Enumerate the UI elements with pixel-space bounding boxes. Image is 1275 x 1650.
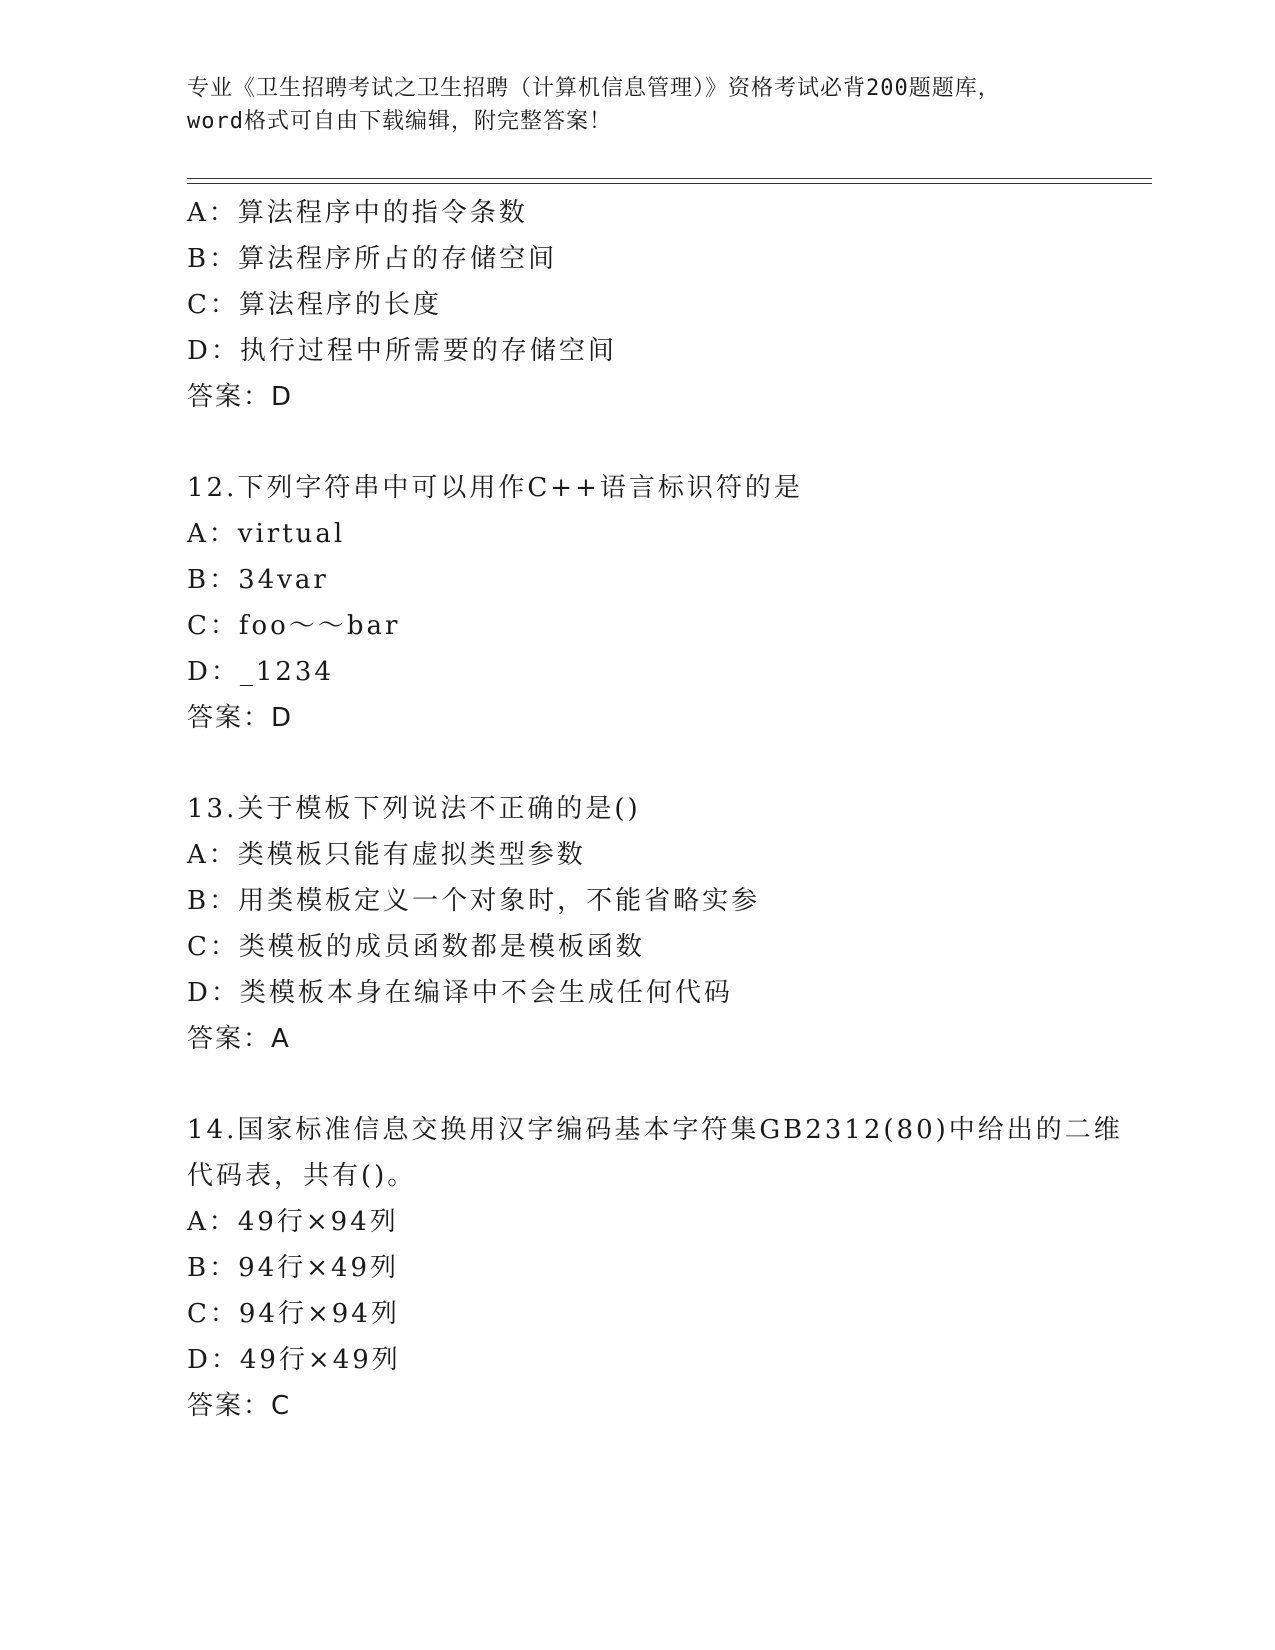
option-d: D：49行×49列: [187, 1345, 401, 1375]
option-a: A：virtual: [187, 519, 346, 549]
option-c: C：类模板的成员函数都是模板函数: [187, 932, 645, 962]
question-13: [187, 786, 1087, 1062]
option-a: A：49行×94列: [187, 1207, 399, 1237]
answer: 答案：D: [187, 703, 294, 733]
question-stem: 12.下列字符串中可以用作C++语言标识符的是: [187, 473, 803, 503]
answer: 答案：C: [187, 1391, 292, 1421]
option-a: A：类模板只能有虚拟类型参数: [187, 840, 586, 870]
document-header: [187, 72, 1087, 138]
answer: 答案：D: [187, 382, 294, 412]
spacer: [187, 741, 1087, 786]
question-stem: 13.关于模板下列说法不正确的是(): [187, 794, 641, 824]
header-divider-bottom: [187, 183, 1152, 184]
question-14: [187, 1107, 1123, 1429]
header-line-1: 专业《卫生招聘考试之卫生招聘（计算机信息管理）》资格考试必背200题题库，: [187, 76, 1001, 101]
header-line-2: word格式可自由下载编辑，附完整答案！: [187, 109, 612, 134]
option-b: B：94行×49列: [187, 1253, 400, 1283]
option-b: B：34var: [187, 565, 329, 595]
answer: 答案：A: [187, 1024, 291, 1054]
option-b: B：算法程序所占的存储空间: [187, 244, 558, 274]
option-d: D：类模板本身在编译中不会生成任何代码: [187, 978, 733, 1008]
question-stem-line-1: 14.国家标准信息交换用汉字编码基本字符集GB2312(80)中给出的二维: [187, 1115, 1123, 1145]
option-d: D：执行过程中所需要的存储空间: [187, 336, 617, 366]
option-c: C：foo～～bar: [187, 611, 401, 641]
question-list: [187, 190, 1123, 1429]
question-stem-line-2: 代码表，共有()。: [187, 1161, 417, 1191]
option-c: C：算法程序的长度: [187, 290, 442, 320]
spacer: [187, 1062, 1087, 1107]
option-a: A：算法程序中的指令条数: [187, 198, 528, 228]
option-b: B：用类模板定义一个对象时，不能省略实参: [187, 886, 761, 916]
spacer: [187, 420, 1087, 465]
question-12: [187, 465, 1087, 741]
question-11: [187, 190, 1087, 420]
option-c: C：94行×94列: [187, 1299, 400, 1329]
header-divider-top: [187, 178, 1152, 179]
option-d: D：_1234: [187, 657, 335, 687]
